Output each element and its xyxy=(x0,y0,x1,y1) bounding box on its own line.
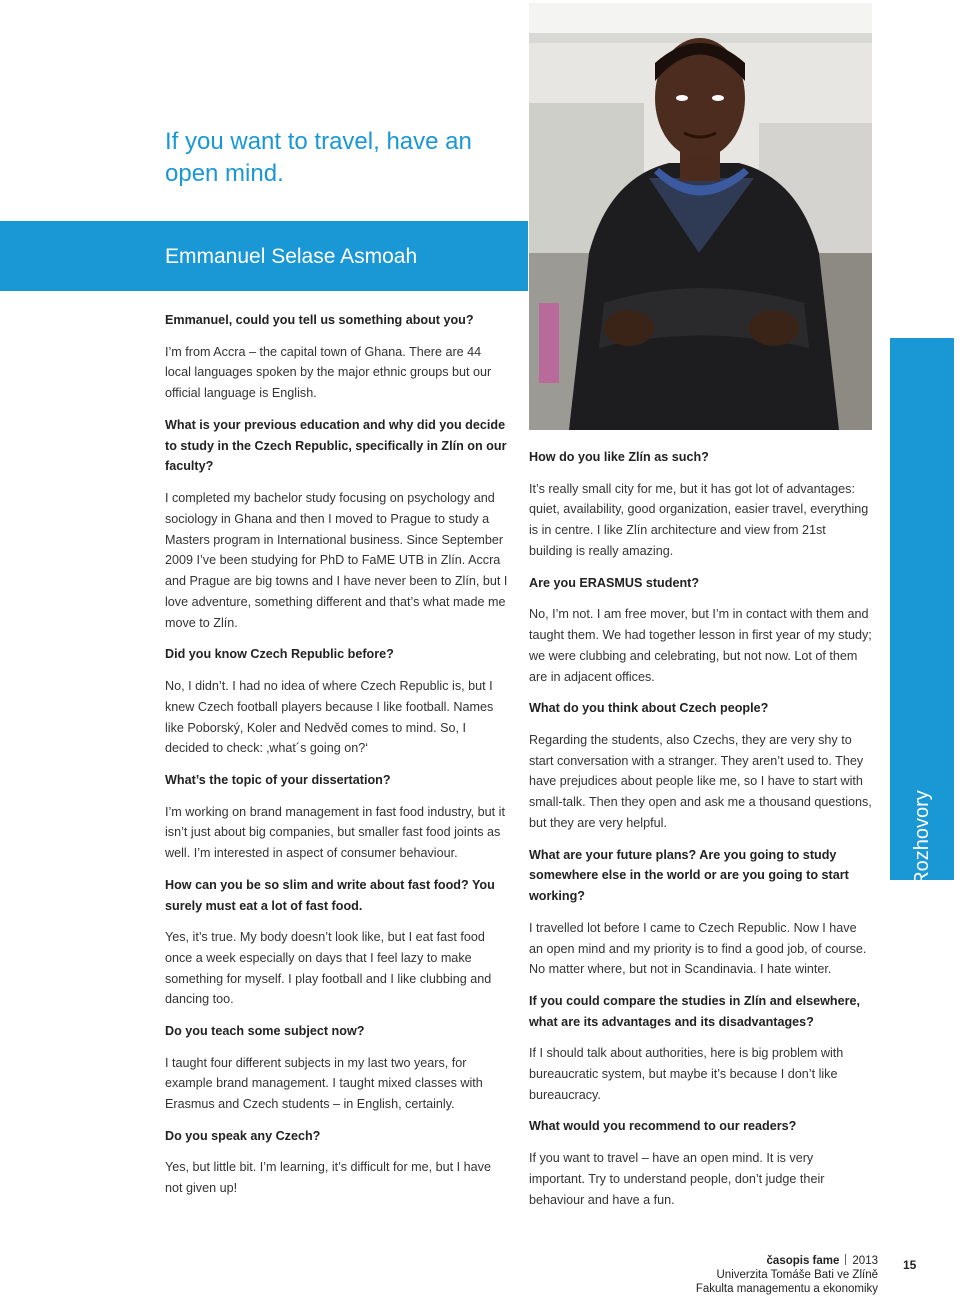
magazine-year: 2013 xyxy=(852,1255,878,1267)
interview-answer: Yes, it’s true. My body doesn’t look like, but I eat fast food once a week especially on days that I feel lazy to make something for myself. I play football and I like clubbing and dancing too. xyxy=(165,930,492,1007)
interview-answer: No, I didn’t. I had no idea of where Czech Republic is, but I knew Czech football players because I like football. Names like Poborský, Koler and Nedvěd comes to mind. So, I decided to check: ‚what´s going on?‘ xyxy=(165,678,494,756)
right-column xyxy=(529,447,872,1221)
interview-question: What’s the topic of your dissertation? xyxy=(165,772,391,787)
section-tab-label: Rozhovory xyxy=(911,790,933,886)
interview-answer: No, I’m not. I am free mover, but I’m in contact with them and taught them. We had together lesson in first year of my study; we were clubbing and celebrating, but not now. Lot of them are in adjacent offices. xyxy=(529,607,872,684)
page-number: 15 xyxy=(903,1258,917,1272)
interview-question: If you could compare the studies in Zlín and elsewhere, what are its advantages and its disadvantages? xyxy=(529,993,861,1029)
footer xyxy=(680,1254,878,1296)
article-title: If you want to travel, have an open mind. xyxy=(165,128,472,187)
left-column xyxy=(165,310,508,1210)
interview-question: What do you think about Czech people? xyxy=(529,701,769,716)
interview-answer: I travelled lot before I came to Czech Republic. Now I have an open mind and my priority is to find a good job, of course. No matter where, but not in Scandinavia. I hate winter. xyxy=(529,920,867,977)
interview-answer: Regarding the students, also Czechs, they are very shy to start conversation with a stranger. They aren’t used to. They have prejudices about people like me, so I have to start with small-talk. Then they open and ask me a thousand questions, but they are very helpful. xyxy=(529,732,872,830)
interview-answer: I taught four different subjects in my last two years, for example brand management. I taught mixed classes with Erasmus and Czech students – in English, certainly. xyxy=(165,1055,483,1112)
magazine-name: časopis fame xyxy=(766,1255,840,1267)
section-tab xyxy=(890,338,954,886)
interview-answer: Yes, but little bit. I’m learning, it’s difficult for me, but I have not given up! xyxy=(165,1160,491,1196)
interview-answer: I’m working on brand management in fast food industry, but it isn’t just about big companies, but smaller fast food joints as well. I’m interested in aspect of consumer behaviour. xyxy=(165,804,505,861)
interview-answer: If you want to travel – have an open mind. It is very important. Try to understand people, don’t judge their behaviour and have a fun. xyxy=(529,1151,825,1207)
interview-question: What is your previous education and why did you decide to study in the Czech Republic, specifically in Zlín on our faculty? xyxy=(165,417,507,474)
footer-divider xyxy=(845,1254,846,1265)
interview-answer: I completed my bachelor study focusing on psychology and sociology in Ghana and then I moved to Prague to study a Masters program in International business. Since September 2009 I’ve been studying for PhD to FaME UTB in Zlín. Accra and Prague are big towns and I have never been to Zlín, but I love adventure, something different and that’s what made me move to Zlín. xyxy=(165,490,508,630)
interview-question: Emmanuel, could you tell us something about you? xyxy=(165,313,474,327)
portrait-illustration xyxy=(529,3,872,430)
name-banner xyxy=(0,221,528,291)
interviewee-name: Emmanuel Selase Asmoah xyxy=(165,245,418,268)
interview-question: How can you be so slim and write about fast food? You surely must eat a lot of fast food. xyxy=(165,877,495,913)
interview-question: What are your future plans? Are you going to study somewhere else in the world or are you going to start working? xyxy=(529,847,849,904)
interview-answer: If I should talk about authorities, here is big problem with bureaucratic system, but maybe it’s because I don’t like bureaucracy. xyxy=(529,1046,844,1102)
interview-question: Are you ERASMUS student? xyxy=(529,575,700,590)
interview-question: Do you speak any Czech? xyxy=(165,1128,321,1143)
interview-answer: I’m from Accra – the capital town of Ghana. There are 44 local languages spoken by the major ethnic groups but our official language is English. xyxy=(165,344,492,401)
interview-answer: It’s really small city for me, but it has got lot of advantages: quiet, availability, good organization, easier travel, everything is in centre. I like Zlín architecture and view from 21st building is really amazing. xyxy=(529,481,869,558)
faculty-name: Fakulta managementu a ekonomiky xyxy=(695,1283,878,1295)
footer-magazine-line xyxy=(680,1254,878,1268)
interview-question: How do you like Zlín as such? xyxy=(529,450,709,464)
interview-question: Do you teach some subject now? xyxy=(165,1024,365,1039)
university-name: Univerzita Tomáše Bati ve Zlíně xyxy=(716,1269,878,1281)
interview-question: What would you recommend to our readers? xyxy=(529,1119,797,1134)
interview-question: Did you know Czech Republic before? xyxy=(165,647,394,662)
portrait-photo xyxy=(529,3,872,430)
